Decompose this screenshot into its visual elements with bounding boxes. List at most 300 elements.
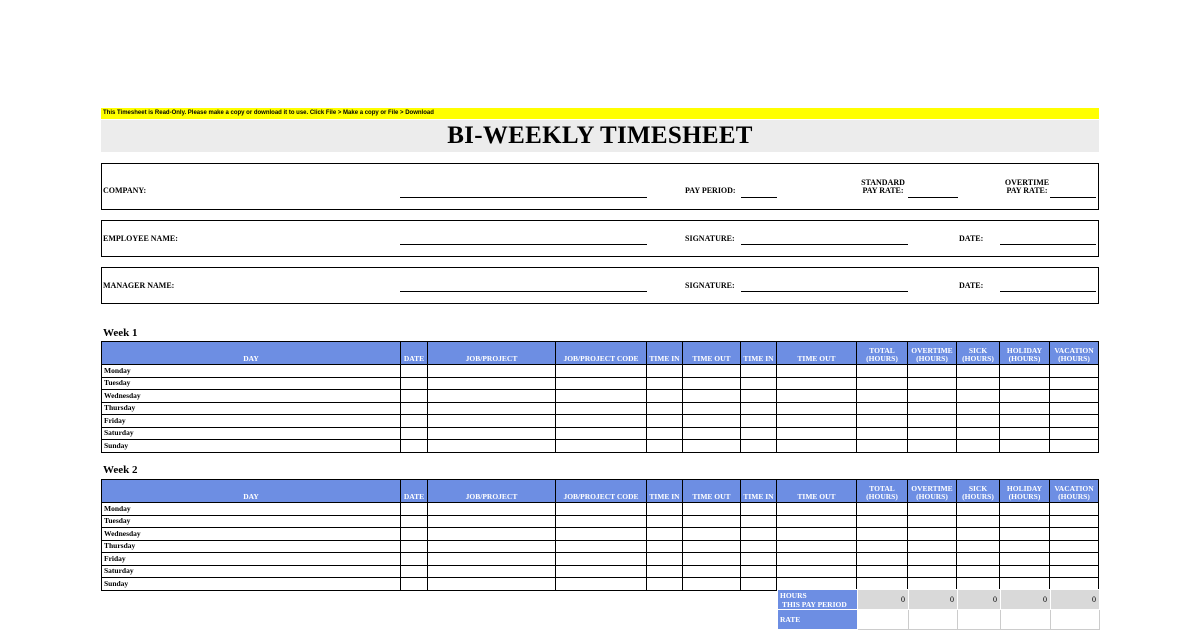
time-in-1-cell[interactable] <box>647 440 683 453</box>
time-out-1-cell[interactable] <box>683 415 741 428</box>
column-header-time-in-1 <box>647 342 683 365</box>
column-header-text: VACATION <box>1054 484 1094 493</box>
job-project-code-cell[interactable] <box>556 427 647 440</box>
day-cell: Thursday <box>102 402 401 415</box>
column-header-text: TIME IN <box>743 354 774 363</box>
vacation-hours-cell[interactable] <box>1050 390 1099 403</box>
total-hours-cell[interactable] <box>857 540 908 553</box>
column-header-text: HOLIDAY <box>1006 484 1043 493</box>
column-header-vacation-hours <box>1050 342 1099 365</box>
column-header-text: (HOURS) <box>1058 492 1090 501</box>
time-out-1-cell[interactable] <box>683 390 741 403</box>
table-row <box>102 440 1099 453</box>
column-header-text: DAY <box>243 492 259 501</box>
column-header-job-project-code <box>556 480 647 503</box>
sick-hours-cell[interactable] <box>957 390 1000 403</box>
time-out-2-cell[interactable] <box>777 365 857 378</box>
job-project-cell[interactable] <box>428 565 556 578</box>
column-header-text: SICK <box>968 346 988 355</box>
time-out-1-cell[interactable] <box>683 515 741 528</box>
read-only-notice: This Timesheet is Read-Only. Please make a copy or download it to use. Click File > Make a copy or File > Download <box>101 108 1099 119</box>
time-out-1-cell[interactable] <box>683 365 741 378</box>
time-in-2-cell[interactable] <box>741 415 777 428</box>
job-project-code-cell[interactable] <box>556 402 647 415</box>
column-header-date <box>401 342 428 365</box>
employee-name-label: EMPLOYEE NAME: <box>103 234 178 243</box>
overtime-hours-cell[interactable] <box>908 365 957 378</box>
time-out-2-cell[interactable] <box>777 553 857 566</box>
column-header-text: DATE <box>403 354 425 363</box>
day-cell: Sunday <box>102 440 401 453</box>
time-in-2-cell[interactable] <box>741 390 777 403</box>
overtime-pay-rate-label-1: OVERTIME <box>1004 178 1050 187</box>
time-in-1-cell[interactable] <box>647 390 683 403</box>
overtime-hours-cell[interactable] <box>908 402 957 415</box>
hours-label-line-1: HOURS <box>780 590 807 600</box>
column-header-text: (HOURS) <box>1008 492 1041 501</box>
time-out-2-cell[interactable] <box>777 515 857 528</box>
vacation-hours-cell[interactable] <box>1050 377 1099 390</box>
job-project-cell[interactable] <box>428 578 556 591</box>
job-project-code-cell[interactable] <box>556 390 647 403</box>
column-header-text: TIME IN <box>649 492 680 501</box>
manager-info-box <box>101 267 1099 304</box>
job-project-cell[interactable] <box>428 540 556 553</box>
manager-date-field[interactable] <box>1000 291 1096 292</box>
employee-date-label: DATE: <box>959 234 984 243</box>
time-in-1-cell[interactable] <box>647 503 683 516</box>
column-header-sick-hours <box>957 342 1000 365</box>
standard-pay-rate-label-1: STANDARD <box>861 178 905 187</box>
time-out-1-cell[interactable] <box>683 440 741 453</box>
sick-hours-cell[interactable] <box>957 427 1000 440</box>
rate-label: RATE <box>778 610 858 630</box>
overtime-hours-cell[interactable] <box>908 565 957 578</box>
column-header-job-project <box>428 342 556 365</box>
job-project-cell[interactable] <box>428 390 556 403</box>
hours-this-period-label <box>778 590 858 610</box>
manager-name-label: MANAGER NAME: <box>103 281 175 290</box>
time-in-2-cell[interactable] <box>741 578 777 591</box>
column-header-text: HOLIDAY <box>1006 346 1043 355</box>
header-row <box>102 342 1099 365</box>
time-in-2-cell[interactable] <box>741 503 777 516</box>
column-header-text: TOTAL <box>869 346 895 355</box>
time-in-1-cell[interactable] <box>647 515 683 528</box>
job-project-cell[interactable] <box>428 377 556 390</box>
total-hours-cell[interactable] <box>857 565 908 578</box>
employee-info-box <box>101 220 1099 257</box>
page-title: BI-WEEKLY TIMESHEET <box>101 120 1099 152</box>
time-out-1-cell[interactable] <box>683 427 741 440</box>
total-hours-value: 0 <box>858 590 909 610</box>
week-1-label: Week 1 <box>103 327 138 339</box>
sick-hours-value: 0 <box>958 590 1001 610</box>
holiday-hours-cell[interactable] <box>1000 528 1050 541</box>
day-cell: Saturday <box>102 427 401 440</box>
column-header-text: TOTAL <box>869 484 895 493</box>
day-cell: Saturday <box>102 565 401 578</box>
total-hours-cell[interactable] <box>857 515 908 528</box>
date-cell[interactable] <box>401 377 428 390</box>
time-in-1-cell[interactable] <box>647 365 683 378</box>
total-hours-cell[interactable] <box>857 390 908 403</box>
time-out-1-cell[interactable] <box>683 578 741 591</box>
time-in-2-cell[interactable] <box>741 365 777 378</box>
column-header-text: JOB/PROJECT <box>465 354 518 363</box>
date-cell[interactable] <box>401 503 428 516</box>
job-project-code-cell[interactable] <box>556 565 647 578</box>
time-out-2-cell[interactable] <box>777 528 857 541</box>
total-hours-cell[interactable] <box>857 503 908 516</box>
job-project-code-cell[interactable] <box>556 440 647 453</box>
holiday-hours-cell[interactable] <box>1000 377 1050 390</box>
date-cell[interactable] <box>401 415 428 428</box>
time-out-1-cell[interactable] <box>683 540 741 553</box>
job-project-code-cell[interactable] <box>556 415 647 428</box>
column-header-text: TIME OUT <box>692 492 731 501</box>
column-header-text: TIME IN <box>649 354 680 363</box>
column-header-text: JOB/PROJECT CODE <box>563 492 639 501</box>
holiday-hours-cell[interactable] <box>1000 390 1050 403</box>
column-header-text: OVERTIME <box>911 346 953 355</box>
day-cell: Tuesday <box>102 377 401 390</box>
vacation-hours-cell[interactable] <box>1050 515 1099 528</box>
holiday-hours-cell[interactable] <box>1000 440 1050 453</box>
job-project-code-cell[interactable] <box>556 578 647 591</box>
date-cell[interactable] <box>401 540 428 553</box>
job-project-code-cell[interactable] <box>556 377 647 390</box>
column-header-text: TIME OUT <box>692 354 731 363</box>
total-rate-cell[interactable] <box>858 610 909 630</box>
time-out-2-cell[interactable] <box>777 402 857 415</box>
sick-hours-cell[interactable] <box>957 553 1000 566</box>
table-row <box>102 415 1099 428</box>
vacation-hours-cell[interactable] <box>1050 440 1099 453</box>
standard-pay-rate-field[interactable] <box>908 197 958 198</box>
job-project-code-cell[interactable] <box>556 528 647 541</box>
time-out-1-cell[interactable] <box>683 503 741 516</box>
time-out-1-cell[interactable] <box>683 553 741 566</box>
column-header-sick-hours <box>957 480 1000 503</box>
time-in-2-cell[interactable] <box>741 553 777 566</box>
column-header-text: VACATION <box>1054 346 1094 355</box>
column-header-day <box>102 480 401 503</box>
date-cell[interactable] <box>401 365 428 378</box>
vacation-hours-value: 0 <box>1051 590 1100 610</box>
pay-period-field[interactable] <box>741 197 777 198</box>
table-row <box>102 402 1099 415</box>
column-header-time-in-1 <box>647 480 683 503</box>
overtime-hours-value: 0 <box>909 590 958 610</box>
sick-hours-cell[interactable] <box>957 377 1000 390</box>
column-header-text: OVERTIME <box>911 484 953 493</box>
time-out-2-cell[interactable] <box>777 415 857 428</box>
column-header-overtime-hours <box>908 480 957 503</box>
overtime-hours-cell[interactable] <box>908 377 957 390</box>
overtime-pay-rate-label-2: PAY RATE: <box>1006 186 1048 195</box>
employee-date-field[interactable] <box>1000 244 1096 245</box>
rate-row <box>778 610 1100 630</box>
column-header-date <box>401 480 428 503</box>
time-in-1-cell[interactable] <box>647 402 683 415</box>
holiday-hours-cell[interactable] <box>1000 515 1050 528</box>
column-header-text: SICK <box>968 484 988 493</box>
job-project-cell[interactable] <box>428 528 556 541</box>
total-hours-cell[interactable] <box>857 365 908 378</box>
employee-name-field[interactable] <box>400 244 647 245</box>
column-header-total-hours <box>857 480 908 503</box>
date-cell[interactable] <box>401 553 428 566</box>
summary-table <box>777 589 1100 630</box>
job-project-cell[interactable] <box>428 440 556 453</box>
week-1-table <box>101 341 1099 453</box>
job-project-cell[interactable] <box>428 402 556 415</box>
time-in-2-cell[interactable] <box>741 540 777 553</box>
job-project-cell[interactable] <box>428 503 556 516</box>
total-hours-cell[interactable] <box>857 377 908 390</box>
hours-this-period-row <box>778 590 1100 610</box>
sick-hours-cell[interactable] <box>957 365 1000 378</box>
column-header-text: (HOURS) <box>916 354 948 363</box>
table-row <box>102 553 1099 566</box>
column-header-time-in-2 <box>741 480 777 503</box>
time-in-2-cell[interactable] <box>741 440 777 453</box>
table-row <box>102 365 1099 378</box>
day-cell: Monday <box>102 365 401 378</box>
table-row <box>102 515 1099 528</box>
day-cell: Thursday <box>102 540 401 553</box>
date-cell[interactable] <box>401 528 428 541</box>
job-project-cell[interactable] <box>428 415 556 428</box>
sick-hours-cell[interactable] <box>957 402 1000 415</box>
column-header-text: DATE <box>403 492 425 501</box>
week-2-table <box>101 479 1099 591</box>
time-out-2-cell[interactable] <box>777 565 857 578</box>
column-header-text: DAY <box>243 354 259 363</box>
time-out-2-cell[interactable] <box>777 503 857 516</box>
holiday-hours-cell[interactable] <box>1000 503 1050 516</box>
overtime-hours-cell[interactable] <box>908 528 957 541</box>
column-header-text: (HOURS) <box>916 492 948 501</box>
company-info-box <box>101 163 1099 210</box>
vacation-rate-cell[interactable] <box>1051 610 1100 630</box>
pay-period-label: PAY PERIOD: <box>685 186 736 195</box>
sick-hours-cell[interactable] <box>957 515 1000 528</box>
holiday-hours-cell[interactable] <box>1000 427 1050 440</box>
column-header-text: TIME OUT <box>797 492 836 501</box>
week-2-label: Week 2 <box>103 464 138 476</box>
column-header-overtime-hours <box>908 342 957 365</box>
time-out-1-cell[interactable] <box>683 402 741 415</box>
job-project-code-cell[interactable] <box>556 553 647 566</box>
column-header-text: JOB/PROJECT CODE <box>563 354 639 363</box>
column-header-text: (HOURS) <box>866 354 898 363</box>
day-cell: Sunday <box>102 578 401 591</box>
total-hours-cell[interactable] <box>857 415 908 428</box>
time-out-2-cell[interactable] <box>777 377 857 390</box>
date-cell[interactable] <box>401 402 428 415</box>
holiday-hours-cell[interactable] <box>1000 415 1050 428</box>
overtime-hours-cell[interactable] <box>908 540 957 553</box>
overtime-hours-cell[interactable] <box>908 515 957 528</box>
date-cell[interactable] <box>401 565 428 578</box>
total-hours-cell[interactable] <box>857 402 908 415</box>
holiday-hours-cell[interactable] <box>1000 553 1050 566</box>
day-cell: Tuesday <box>102 515 401 528</box>
time-in-2-cell[interactable] <box>741 427 777 440</box>
vacation-hours-cell[interactable] <box>1050 565 1099 578</box>
vacation-hours-cell[interactable] <box>1050 540 1099 553</box>
column-header-time-out-1 <box>683 342 741 365</box>
table-row <box>102 565 1099 578</box>
table-row <box>102 427 1099 440</box>
total-hours-cell[interactable] <box>857 427 908 440</box>
column-header-text: (HOURS) <box>1058 354 1090 363</box>
table-row <box>102 540 1099 553</box>
column-header-time-in-2 <box>741 342 777 365</box>
time-in-1-cell[interactable] <box>647 553 683 566</box>
vacation-hours-cell[interactable] <box>1050 528 1099 541</box>
overtime-hours-cell[interactable] <box>908 503 957 516</box>
time-out-2-cell[interactable] <box>777 390 857 403</box>
column-header-text: (HOURS) <box>1008 354 1041 363</box>
time-in-2-cell[interactable] <box>741 528 777 541</box>
column-header-time-out-2 <box>777 342 857 365</box>
hours-label-line-2: THIS PAY PERIOD <box>782 599 847 609</box>
overtime-hours-cell[interactable] <box>908 427 957 440</box>
sick-hours-cell[interactable] <box>957 503 1000 516</box>
column-header-text: JOB/PROJECT <box>465 492 518 501</box>
employee-signature-label: SIGNATURE: <box>685 234 735 243</box>
column-header-text: TIME IN <box>743 492 774 501</box>
time-in-1-cell[interactable] <box>647 415 683 428</box>
column-header-time-out-2 <box>777 480 857 503</box>
holiday-hours-value: 0 <box>1001 590 1051 610</box>
day-cell: Friday <box>102 553 401 566</box>
total-hours-cell[interactable] <box>857 440 908 453</box>
manager-date-label: DATE: <box>959 281 984 290</box>
overtime-rate-cell[interactable] <box>909 610 958 630</box>
job-project-code-cell[interactable] <box>556 503 647 516</box>
holiday-hours-cell[interactable] <box>1000 365 1050 378</box>
time-out-2-cell[interactable] <box>777 540 857 553</box>
holiday-rate-cell[interactable] <box>1001 610 1051 630</box>
job-project-cell[interactable] <box>428 515 556 528</box>
overtime-hours-cell[interactable] <box>908 390 957 403</box>
table-row <box>102 503 1099 516</box>
date-cell[interactable] <box>401 515 428 528</box>
vacation-hours-cell[interactable] <box>1050 415 1099 428</box>
time-in-2-cell[interactable] <box>741 377 777 390</box>
time-in-1-cell[interactable] <box>647 427 683 440</box>
column-header-text: TIME OUT <box>797 354 836 363</box>
company-label: COMPANY: <box>103 186 147 195</box>
company-field[interactable] <box>400 197 647 198</box>
day-cell: Wednesday <box>102 528 401 541</box>
job-project-cell[interactable] <box>428 365 556 378</box>
sick-hours-cell[interactable] <box>957 528 1000 541</box>
sick-hours-cell[interactable] <box>957 540 1000 553</box>
date-cell[interactable] <box>401 440 428 453</box>
job-project-cell[interactable] <box>428 427 556 440</box>
manager-signature-label: SIGNATURE: <box>685 281 735 290</box>
overtime-pay-rate-field[interactable] <box>1050 197 1096 198</box>
header-row <box>102 480 1099 503</box>
time-in-1-cell[interactable] <box>647 528 683 541</box>
total-hours-cell[interactable] <box>857 528 908 541</box>
date-cell[interactable] <box>401 578 428 591</box>
job-project-cell[interactable] <box>428 553 556 566</box>
column-header-holiday-hours <box>1000 480 1050 503</box>
column-header-vacation-hours <box>1050 480 1099 503</box>
column-header-job-project-code <box>556 342 647 365</box>
job-project-code-cell[interactable] <box>556 365 647 378</box>
column-header-job-project <box>428 480 556 503</box>
holiday-hours-cell[interactable] <box>1000 565 1050 578</box>
vacation-hours-cell[interactable] <box>1050 427 1099 440</box>
holiday-hours-cell[interactable] <box>1000 402 1050 415</box>
time-in-1-cell[interactable] <box>647 578 683 591</box>
time-out-1-cell[interactable] <box>683 377 741 390</box>
overtime-hours-cell[interactable] <box>908 553 957 566</box>
time-out-2-cell[interactable] <box>777 427 857 440</box>
sick-rate-cell[interactable] <box>958 610 1001 630</box>
table-row <box>102 390 1099 403</box>
manager-name-field[interactable] <box>400 291 647 292</box>
column-header-text: (HOURS) <box>866 492 898 501</box>
column-header-holiday-hours <box>1000 342 1050 365</box>
manager-signature-field[interactable] <box>741 291 908 292</box>
overtime-hours-cell[interactable] <box>908 415 957 428</box>
date-cell[interactable] <box>401 390 428 403</box>
vacation-hours-cell[interactable] <box>1050 553 1099 566</box>
standard-pay-rate-label-2: PAY RATE: <box>862 186 904 195</box>
column-header-total-hours <box>857 342 908 365</box>
time-in-2-cell[interactable] <box>741 565 777 578</box>
vacation-hours-cell[interactable] <box>1050 402 1099 415</box>
time-in-1-cell[interactable] <box>647 540 683 553</box>
employee-signature-field[interactable] <box>741 244 908 245</box>
time-out-2-cell[interactable] <box>777 440 857 453</box>
time-out-1-cell[interactable] <box>683 565 741 578</box>
time-in-1-cell[interactable] <box>647 377 683 390</box>
day-cell: Friday <box>102 415 401 428</box>
total-hours-cell[interactable] <box>857 553 908 566</box>
sick-hours-cell[interactable] <box>957 415 1000 428</box>
date-cell[interactable] <box>401 427 428 440</box>
day-cell: Wednesday <box>102 390 401 403</box>
table-row <box>102 528 1099 541</box>
overtime-hours-cell[interactable] <box>908 440 957 453</box>
vacation-hours-cell[interactable] <box>1050 503 1099 516</box>
sick-hours-cell[interactable] <box>957 565 1000 578</box>
job-project-code-cell[interactable] <box>556 515 647 528</box>
column-header-text: (HOURS) <box>962 492 994 501</box>
holiday-hours-cell[interactable] <box>1000 540 1050 553</box>
vacation-hours-cell[interactable] <box>1050 365 1099 378</box>
time-out-1-cell[interactable] <box>683 528 741 541</box>
sick-hours-cell[interactable] <box>957 440 1000 453</box>
day-cell: Monday <box>102 503 401 516</box>
column-header-text: (HOURS) <box>962 354 994 363</box>
column-header-day <box>102 342 401 365</box>
time-in-1-cell[interactable] <box>647 565 683 578</box>
job-project-code-cell[interactable] <box>556 540 647 553</box>
table-row <box>102 377 1099 390</box>
time-in-2-cell[interactable] <box>741 402 777 415</box>
time-in-2-cell[interactable] <box>741 515 777 528</box>
